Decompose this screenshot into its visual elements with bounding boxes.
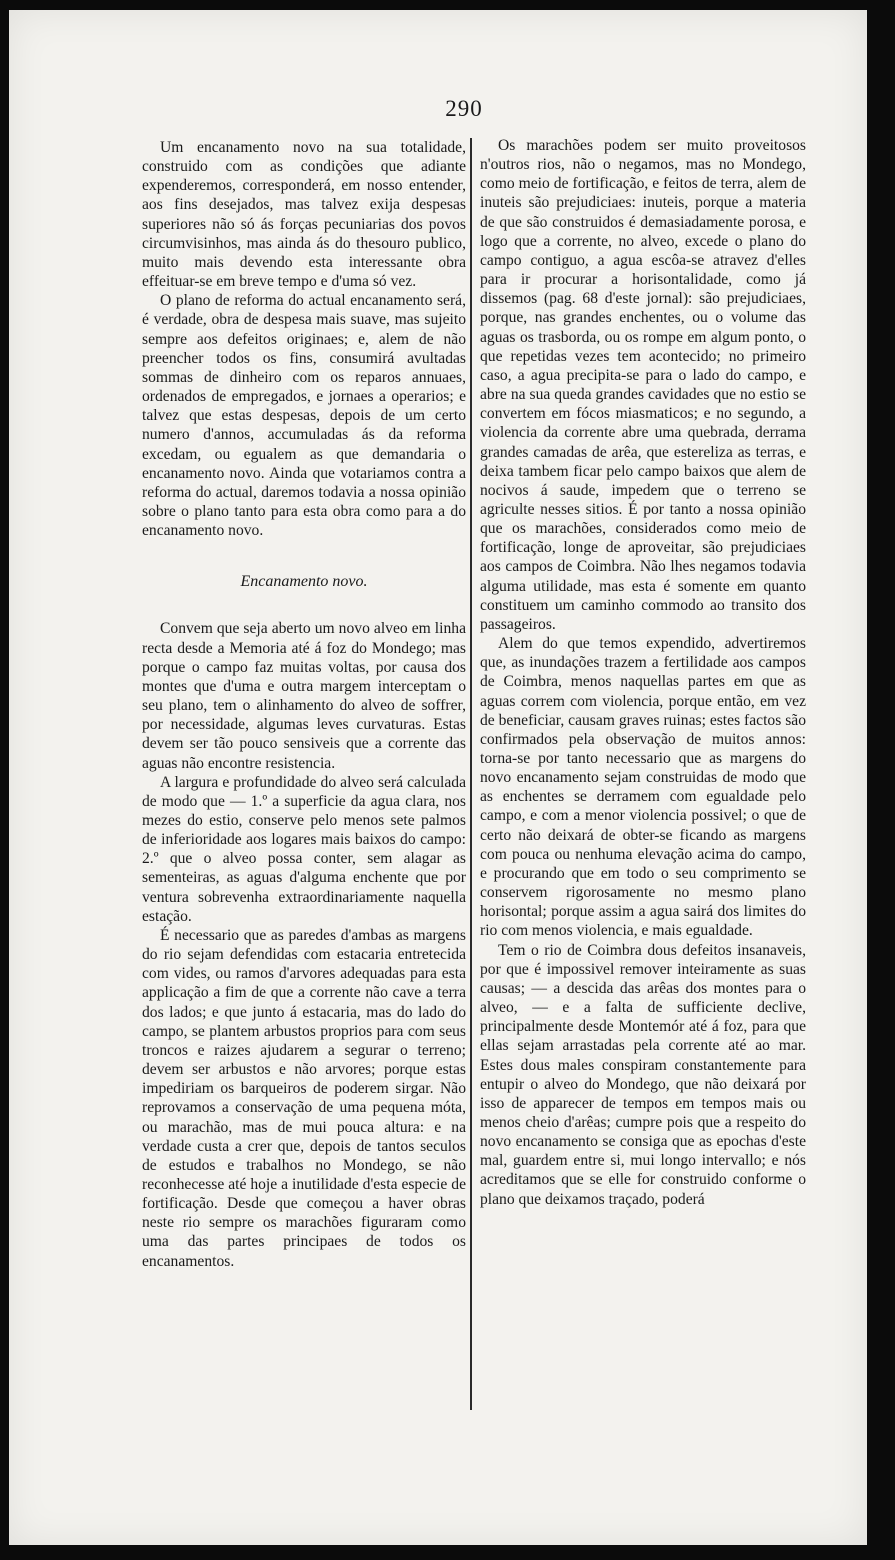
section-heading: Encanamento novo. [240, 573, 368, 591]
paragraph: O plano de reforma do actual encanamento será, é verdade, obra de despesa mais suave, mas sujeito sempre aos defeitos originaes; e, alem de não preencher todos os fins, consumirá avultadas sommas de dinheiro com os reparos annuaes, ordenados de empregados, e jornaes a operarios; e talvez que estas despesas, depois de um certo numero d'annos, accumuladas ás da reforma excedam, ou egualem as que demandaria o encanamento novo. Ainda que votariamos contra a reforma do actual, daremos todavia a nossa opinião sobre o plano tanto para esta obra como para a do encanamento novo. [142, 292, 466, 540]
left-column [142, 138, 466, 1271]
right-column [480, 136, 806, 1209]
page-sheet [9, 10, 867, 1545]
page-number: 290 [445, 96, 483, 121]
paragraph: A largura e profundidade do alveo será calculada de modo que — 1.º a superficie da agua clara, nos mezes do estio, conserve pelo menos sete palmos de inferioridade aos logares mais baixos do campo: 2.º que o alveo possa conter, sem alagar as sementeiras, as aguas d'alguma enchente que por ventura sobrevenha extraordinariamente naquella estação. [142, 773, 466, 925]
paragraph: Alem do que temos expendido, advertiremos que, as inundações trazem a fertilidade aos campos de Coimbra, menos naquellas partes em que as aguas correm com violencia, porque então, em vez de beneficiar, causam graves ruinas; estes factos são confirmados pela observação de muitos annos: torna-se por tanto necessario que as margens do novo encanamento sejam construidas de modo que as enchentes se derramem com egualdade pelo campo, e com a menor violencia possivel; o que de certo não deixará de obter-se ficando as margens com pouca ou nenhuma elevação acima do campo, e procurando que em todo o seu comprimento se conservem rigorosamente no mesmo plano horisontal; porque assim a agua sairá dos limites do rio com menos violencia, e mais egualdade. [480, 635, 806, 940]
paragraph: Um encanamento novo na sua totalidade, construido com as condições que adiante expenderemos, corresponderá, em nosso entender, aos fins desejados, mas talvez exija despesas superiores não só ás forças pecuniarias dos povos circumvisinhos, mas ainda ás do thesouro publico, muito mais devendo esta interessante obra effeituar-se em breve tempo e d'uma só vez. [142, 139, 466, 291]
column-divider [470, 138, 472, 1410]
paragraph: Convem que seja aberto um novo alveo em linha recta desde a Memoria até á foz do Mondego; mas porque o campo faz muitas voltas, por causa dos montes que d'uma e outra margem interceptam o seu plano, tem o alinhamento do alveo de soffrer, por necessidade, algumas leves curvaturas. Estas devem ser tão pouco sensiveis que a corrente das aguas não encontre resistencia. [142, 620, 466, 772]
paragraph: Tem o rio de Coimbra dous defeitos insanaveis, por que é impossivel remover inteiramente as suas causas; — a descida das arêas dos montes para o alveo, — e a falta de sufficiente declive, principalmente desde Montemór até á foz, para que ellas sejam arrastadas pela corrente até ao mar. Estes dous males conspiram constantemente para entupir o alveo do Mondego, que não deixará por isso de apparecer de tempos em tempos mais ou menos cheio d'arêas; cumpre pois que a respeito do novo encanamento se consiga que as epochas d'este mal, guardem entre si, mui longo intervallo; e nós acreditamos que se elle for construido conforme o plano que deixamos traçado, poderá [480, 941, 806, 1208]
paragraph: Os marachões podem ser muito proveitosos n'outros rios, não o negamos, mas no Mondego, como meio de fortificação, e feitos de terra, alem de inuteis são prejudiciaes: inuteis, porque a materia de que são construidos é demasiadamente porosa, e logo que a corrente, no alveo, excede o plano do campo contiguo, a agua escôa-se atravez d'elles para ir procurar a horisontalidade, como já dissemos (pag. 68 d'este jornal): são prejudiciaes, porque, nas grandes enchentes, ou o volume das aguas os trasborda, ou os rompe em algum ponto, o que repetidas vezes tem acontecido; no primeiro caso, a agua precipita-se para o lado do campo, e abre na sua queda grandes cavidades que no estio se convertem em fócos miasmaticos; e no segundo, a violencia da corrente abre uma quebrada, derrama grandes camadas de arêa, que estereliza as terras, e deixa tambem ficar pelo campo baixos que alem de nocivos á saude, impedem que o terreno se agriculte nesses sitios. É por tanto a nossa opinião que os marachões, considerados como meio de fortificação, longe de aproveitar, são prejudiciaes aos campos de Coimbra. Não lhes negamos todavia alguma utilidade, mas esta é somente em quanto constituem um caminho commodo ao transito dos passageiros. [480, 137, 806, 633]
paragraph: É necessario que as paredes d'ambas as margens do rio sejam defendidas com estacaria entretecida com vides, ou ramos d'arvores adequadas para esta applicação a fim de que a corrente não cave a terra dos lados; e que junto á estacaria, mas do lado do campo, se plantem arbustos proprios para com seus troncos e raizes ajudarem a segurar o terreno; devem ser arbustos e não arvores; porque estas impediriam os barqueiros de poderem sirgar. Não reprovamos a conservação de uma pequena móta, ou marachão, mas de mui pouca altura: e na verdade custa a crer que, depois de tantos seculos de estudos e trabalhos no Mondego, se não reconhecesse até hoje a inutilidade d'esta especie de fortificação. Desde que começou a haver obras neste rio sempre os marachões figuraram como uma das partes principaes de todos os encanamentos. [142, 926, 466, 1270]
